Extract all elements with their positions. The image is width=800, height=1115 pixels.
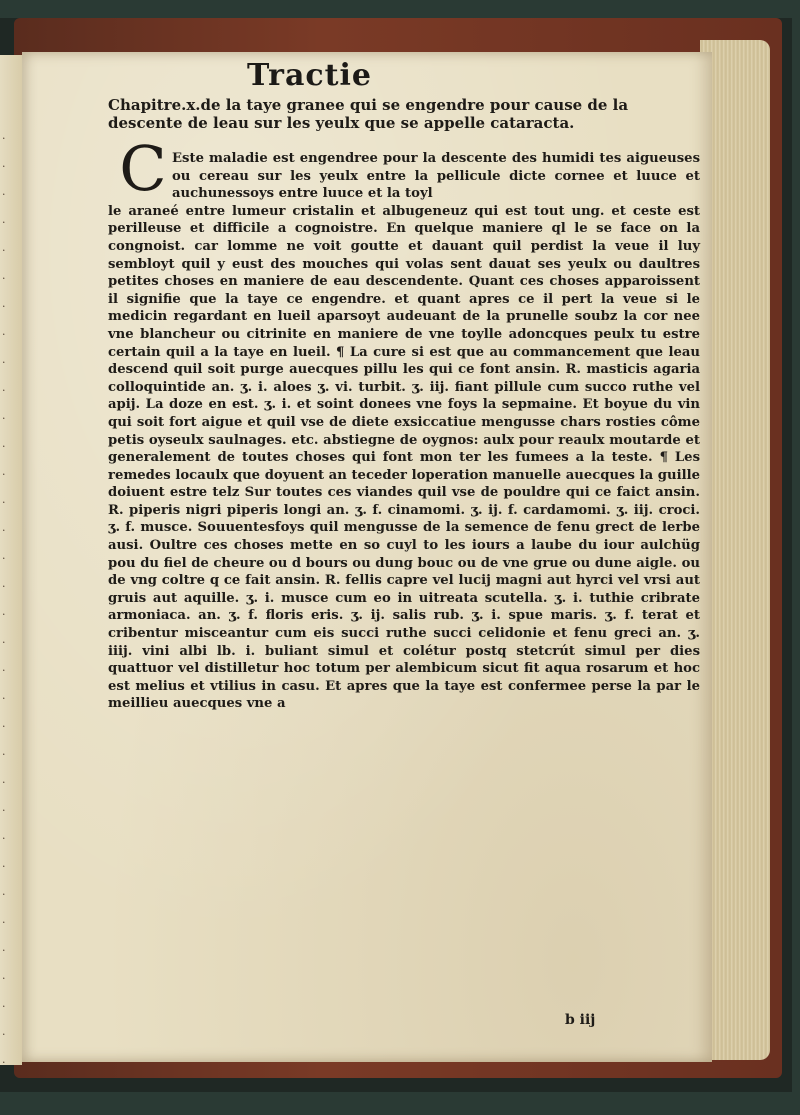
signature-mark: b iij: [565, 1012, 596, 1028]
facing-page-edge: [0, 55, 22, 1069]
opening-lines: Este maladie est engendree pour la descente des humidi tes aigueuses ou cereau sur les yeulx entre la pellicule dicte cornee et luuce et auchunessoys entre luuce et la toyl: [172, 151, 700, 202]
drop-cap: C: [119, 132, 167, 205]
body-paragraph: le araneé entre lumeur cristalin et albugeneuz qui est tout ung. et ceste est perilleuse et difficile a cognoistre. En quelque maniere ql le se face on la congnoist. car lomme ne voit goutte et dauant quil perdist la veue il luy sembloyt quil y eust des mouches qui volas sent dauat ses yeulx ou daultres petites choses en maniere de eau descendente. Quant ces choses apparoissent il signifie que la taye ce engendre. et quant apres ce il pert la veue si le medicin regardant en lueil aparsoyt audeuant de la prunelle soubz la cor nee vne blancheur ou citrinite en maniere de vne toylle adoncques peulx tu estre certain quil a la taye en lueil. ¶ La cure si est que au commancement que leau descend quil soit purge auecques pillu les qui ce font ansin. R. masticis agaria colloquintide an. ʒ. i. aloes ʒ. vi. turbit. ʒ. iij. fiant pillule cum succo ruthe vel apij. La doze en est. ʒ. i. et soint donees vne foys la sepmaine. Et boyue du vin qui soit fort aigue et quil vse de diete exsiccatiue mengusse chars rosties côme petis oyseulx saulnages. etc. abstiegne de oygnos: aulx pour reaulx moutarde et generalement de toutes choses qui font mon ter les fumees a la teste. ¶ Les remedes locaulx que doyuent an teceder loperation manuelle auecques la guille doiuent estre telz Sur toutes ces viandes quil vse de pouldre qui ce faict ansin. R. piperis nigri piperis longi an. ʒ. f. cinamomi. ʒ. ij. f. cardamomi. ʒ. iij. croci. ʒ. f. musce. Souuentesfoys quil mengusse de la semence de fenu grect de lerbe ausi. Oultre ces choses mette en so cuyl to les iours a laube du iour aulchüg pou du fiel de cheure ou d bours ou dung bouc ou de vne grue ou dune aigle. ou de vng coltre q ce fait ansin. R. fellis capre vel lucij magni aut hyrci vel vrsi aut gruis aut aquille. ʒ. i. musce cum eo in uitreata scutella. ʒ. i. tuthie cribrate armoniaca. an. ʒ. f. floris eris. ʒ. ij. salis rub. ʒ. i. spue maris. ʒ. f. terat et cribentur misceantur cum eis succi ruthe succi celidonie et fenu greci an. ʒ. iiij. vini albi lb. i. buliant simul et colétur postq stetcrút simul per dies quattuor vel distilletur hoc totum per alembicum sicut fit aqua rosarum et hoc est melius et vtilius in casu. Et apres que la taye est confermee perse la par le meillieu auecques vne a: [108, 203, 700, 712]
running-head: Tractie: [247, 58, 372, 93]
chapter-title: Chapitre.x.de la taye granee qui se engendre pour cause de la descente de leau sur les yeulx que se appelle cataracta.: [108, 96, 629, 132]
facing-page-marks: · · · · · · · · · · · · · · · · · · · · · · · · · · · · · · · · · ·: [2, 132, 6, 1069]
manuscript-page: [22, 52, 712, 1062]
body-text: [108, 150, 700, 713]
